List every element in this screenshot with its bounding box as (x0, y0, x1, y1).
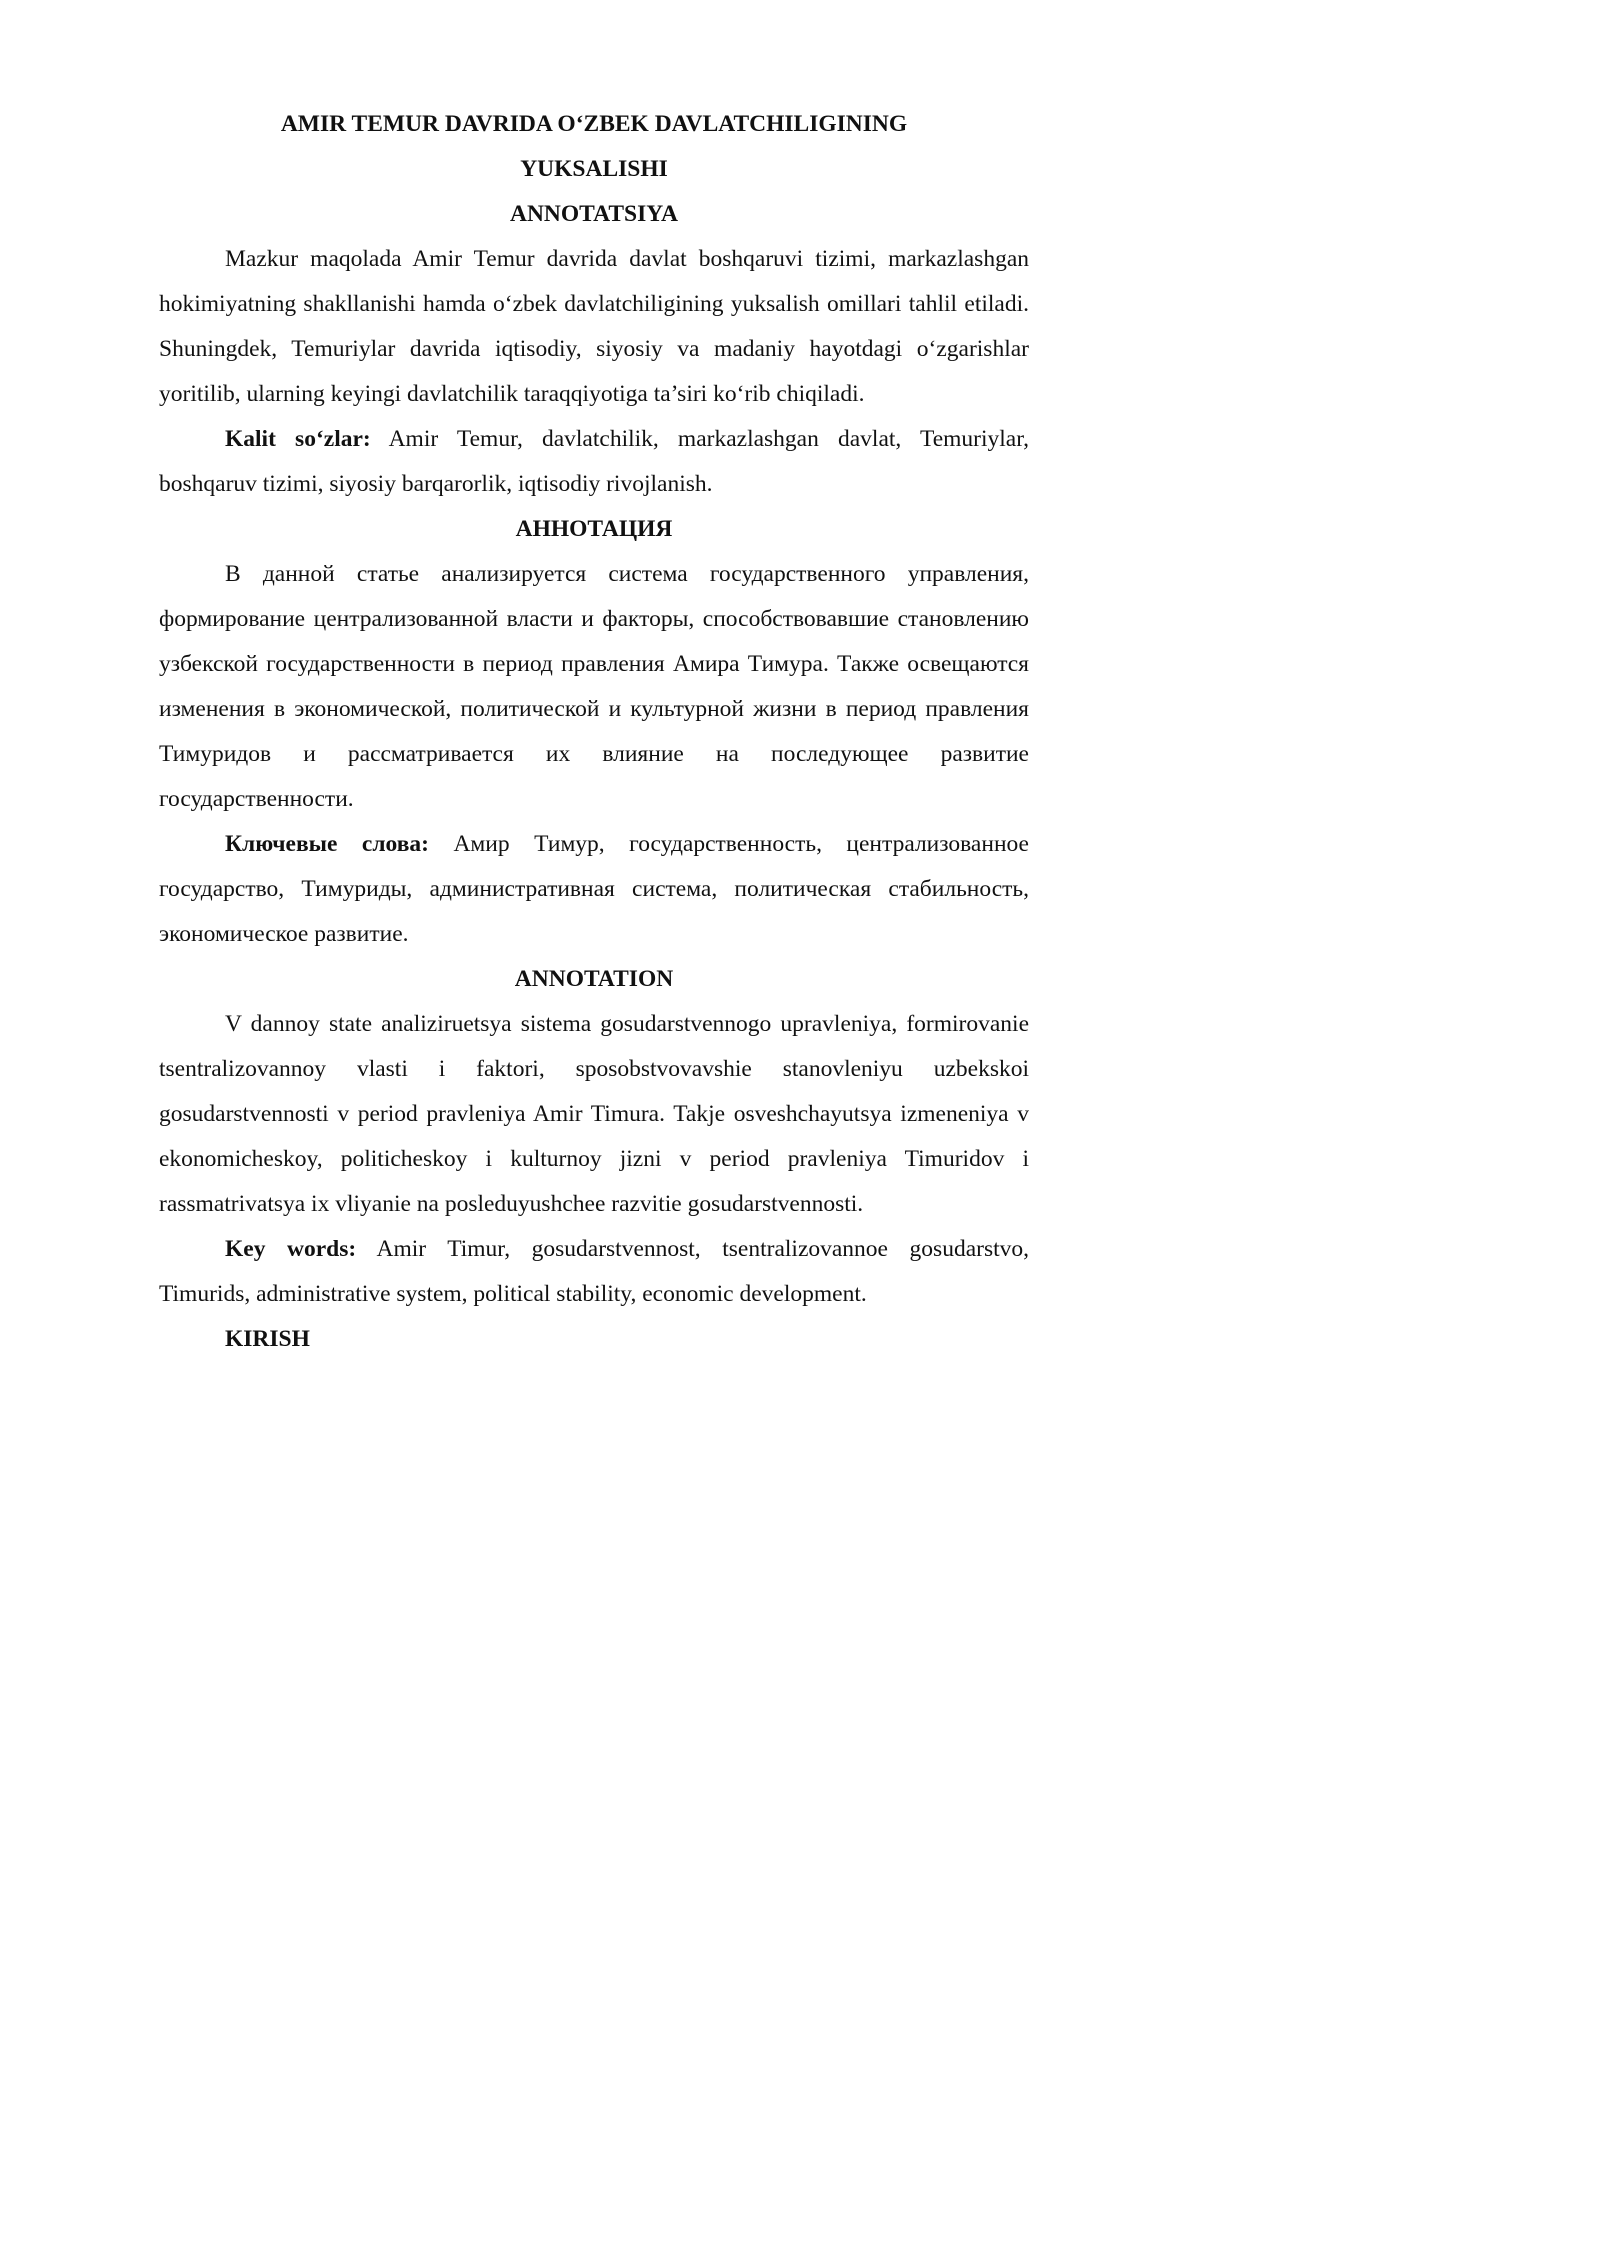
introduction-heading: KIRISH (225, 1326, 310, 1352)
en-abstract: V dannoy state analiziruetsya sistema gosudarstvennogo upravleniya, formirovanie tsentralizovannoy vlasti i faktori, sposobstvovavshie stanovleniyu uzbekskoi gosudarstvennosti v period pravleniya Amir Timura. Takje osveshchayutsya izmeneniya v ekonomicheskoy, politicheskoy i kulturnoy jizni v period pravleniya Timuridov i rassmatrivatsya ix vliyanie na posleduyushchee razvitie gosudarstvennosti. (159, 1011, 1029, 1217)
en-keywords (159, 1227, 1029, 1317)
ru-keywords (159, 822, 1029, 957)
ru-abstract: В данной статье анализируется система государственного управления, формирование централизованной власти и факторы, способствовавшие становлению узбекской государственности в период правления Амира Тимура. Также освещаются изменения в экономической, политической и культурной жизни в период правления Тимуридов и рассматривается их влияние на последующее развитие государственности. (159, 561, 1029, 812)
ru-annotation-heading: АННОТАЦИЯ (515, 516, 673, 542)
ru-keywords-label: Ключевые слова: (225, 831, 429, 857)
document-page (0, 0, 1102, 1558)
page-content (159, 102, 1029, 1362)
en-annotation-heading: ANNOTATION (514, 966, 674, 992)
uz-keywords (159, 417, 1029, 507)
ru-keywords-text: Амир Тимур, государственность, централизованное государство, Тимуриды, административная система, политическая стабильность, экономическое развитие. (159, 831, 1029, 947)
uz-keywords-text: Amir Temur, davlatchilik, markazlashgan davlat, Temuriylar, boshqaruv tizimi, siyosiy barqarorlik, iqtisodiy rivojlanish. (159, 426, 1029, 497)
uz-abstract: Mazkur maqolada Amir Temur davrida davlat boshqaruvi tizimi, markazlashgan hokimiyatning shakllanishi hamda o‘zbek davlatchiligining yuksalish omillari tahlil etiladi. Shuningdek, Temuriylar davrida iqtisodiy, siyosiy va madaniy hayotdagi o‘zgarishlar yoritilib, ularning keyingi davlatchilik taraqqiyotiga ta’siri ko‘rib chiqiladi. (159, 246, 1029, 407)
article-title-line-1: AMIR TEMUR DAVRIDA O‘ZBEK DAVLATCHILIGINING (280, 111, 908, 137)
en-keywords-text: Amir Timur, gosudarstvennost, tsentralizovannoe gosudarstvo, Timurids, administrative system, political stability, economic development. (159, 1236, 1029, 1307)
uz-keywords-label: Kalit so‘zlar: (225, 426, 371, 452)
article-title-line-2: YUKSALISHI (520, 156, 668, 182)
uz-annotation-heading: ANNOTATSIYA (509, 201, 679, 227)
en-keywords-label: Key words: (225, 1236, 357, 1262)
